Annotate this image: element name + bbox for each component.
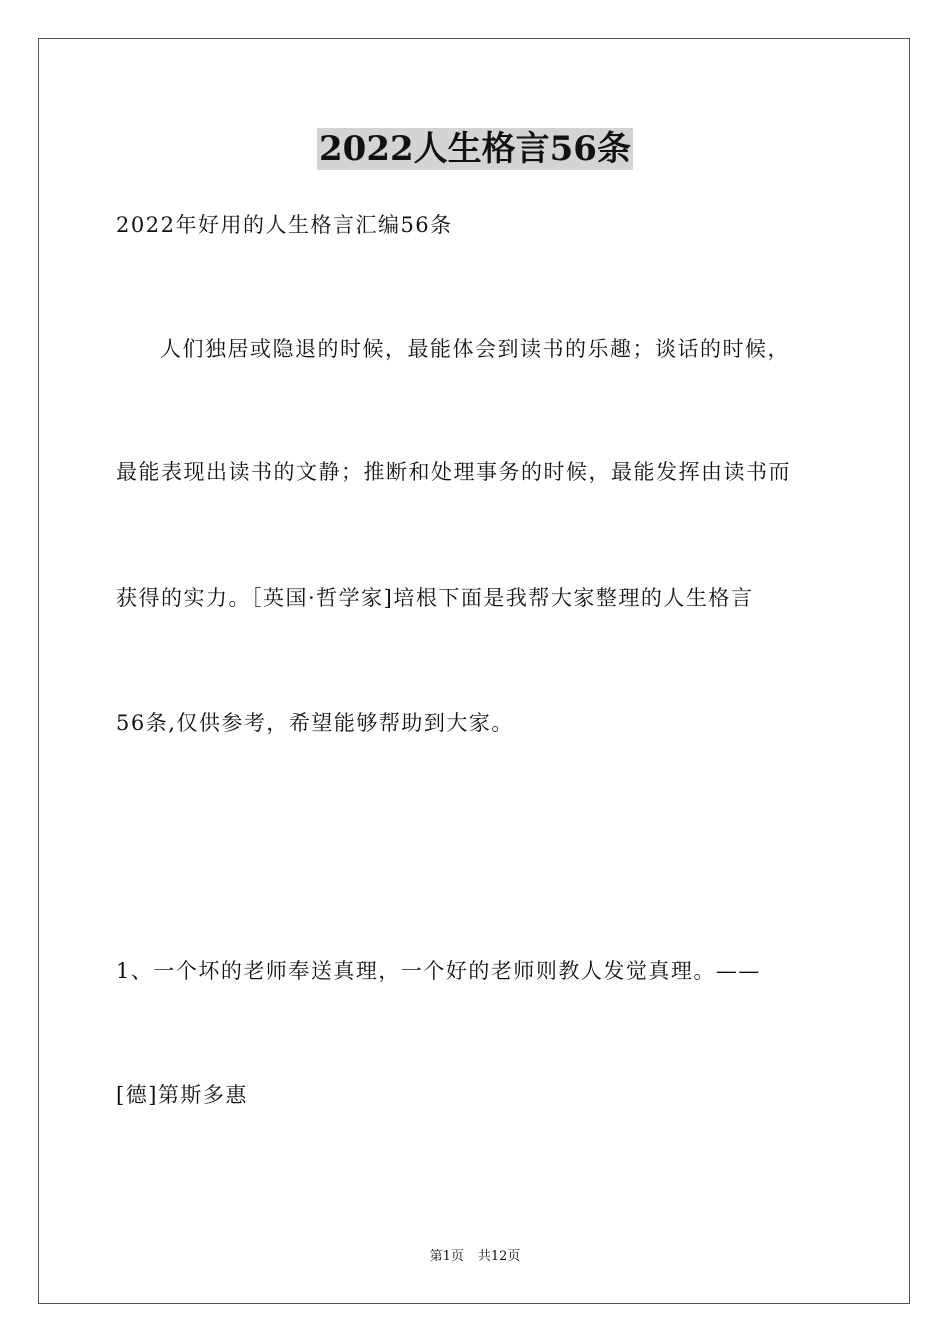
page-total: 共12页 <box>477 1249 521 1264</box>
paragraph-line: 最能表现出读书的文静；推断和处理事务的时候，最能发挥由读书而 <box>116 460 791 484</box>
quote-attribution: [德]第斯多惠 <box>116 1083 248 1107</box>
paragraph-line: 人们独居或隐退的时候，最能体会到读书的乐趣；谈话的时候， <box>160 337 790 361</box>
page-number: 第1页 <box>429 1249 464 1264</box>
paragraph-line: 56条,仅供参考，希望能够帮助到大家。 <box>116 711 514 735</box>
document-subtitle: 2022年好用的人生格言汇编56条 <box>116 213 453 237</box>
quote-line: 1、一个坏的老师奉送真理，一个好的老师则教人发觉真理。—— <box>116 959 761 983</box>
page-footer <box>0 1248 950 1266</box>
title-container <box>0 128 950 170</box>
paragraph-line: 获得的实力。［英国·哲学家]培根下面是我帮大家整理的人生格言 <box>116 586 754 610</box>
document-title: 2022人生格言56条 <box>319 129 631 169</box>
